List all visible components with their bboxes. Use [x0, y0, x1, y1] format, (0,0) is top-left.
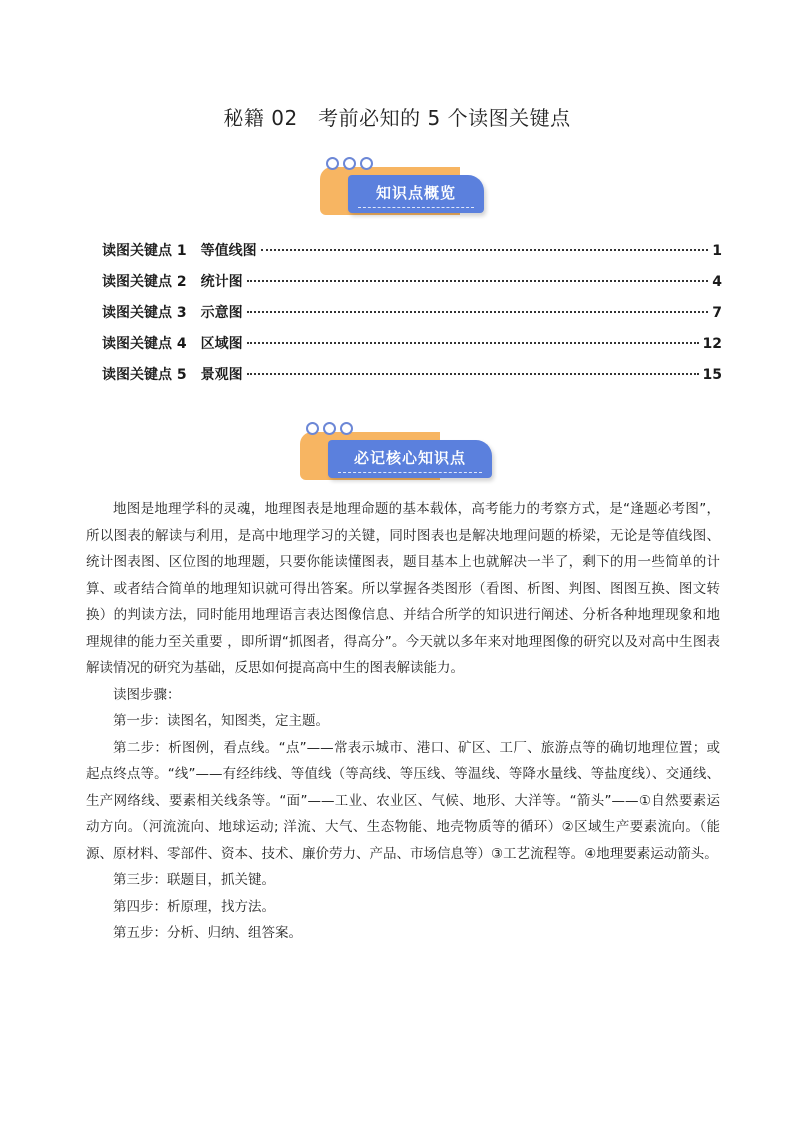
- ring-binder-icon: [306, 420, 357, 439]
- toc-leader-dots: [247, 311, 709, 313]
- toc-leader-dots: [247, 280, 709, 282]
- core-badge-label: 必记核心知识点: [353, 449, 466, 467]
- toc-label: 读图关键点 1: [102, 243, 187, 259]
- core-knowledge-badge: [300, 420, 465, 490]
- step-paragraph: 第四步：析原理，找方法。: [113, 898, 275, 915]
- body-text: [86, 496, 720, 947]
- toc-page-number: 4: [712, 274, 722, 290]
- toc-leader-dots: [261, 249, 709, 251]
- toc-leader-dots: [247, 373, 699, 375]
- overview-badge-front: [348, 175, 484, 213]
- toc-page-number: 1: [712, 243, 722, 259]
- toc-leader-dots: [247, 342, 699, 344]
- overview-badge-label: 知识点概览: [375, 184, 456, 202]
- toc-label: 读图关键点 4: [102, 336, 187, 352]
- toc-page-number: 7: [712, 305, 722, 321]
- toc-row[interactable]: [102, 271, 722, 302]
- toc-topic: 景观图: [200, 367, 243, 383]
- overview-badge: [320, 155, 485, 225]
- page-title: 秘籍 02 考前必知的 5 个读图关键点: [223, 106, 571, 130]
- toc-page-number: 15: [702, 367, 722, 383]
- step-paragraph: 第五步：分析、归纳、组答案。: [113, 925, 302, 941]
- core-badge-front: [328, 440, 492, 478]
- toc-row[interactable]: [102, 364, 722, 395]
- toc-row[interactable]: [102, 333, 722, 364]
- ring-binder-icon: [326, 155, 377, 174]
- step-paragraph: 第三步：联题目，抓关键。: [113, 872, 275, 888]
- toc-label: 读图关键点 3: [102, 305, 187, 321]
- step-paragraph: 第二步：析图例，看点线。“点”——常表示城市、港口、矿区、工厂、旅游点等的确切地理位置；或起点终点等。“线”——有经纬线、等值线（等高线、等压线、等温线、等降水量线、等盐度线）、交通线、生产网络线、要素相关线条等。“面”——工业、农业区、气候、地形、大洋等。“箭头”——①自然要素运动方向。（河流流向、地球运动; 洋流、大气、生态物能、地壳物质等的循环）②区域生产要素流向。（能源、原材料、零部件、资本、技术、廉价劳力、产品、市场信息等）③工艺流程等。④地理要素运动箭头。: [86, 739, 720, 862]
- table-of-contents: [102, 240, 722, 395]
- toc-row[interactable]: [102, 240, 722, 271]
- steps-heading: 读图步骤：: [113, 686, 181, 703]
- toc-topic: 等值线图: [200, 243, 257, 259]
- toc-label: 读图关键点 5: [102, 367, 187, 383]
- step-paragraph: 第一步：读图名，知图类，定主题。: [113, 713, 329, 729]
- toc-row[interactable]: [102, 302, 722, 333]
- toc-topic: 统计图: [200, 274, 243, 290]
- toc-label: 读图关键点 2: [102, 274, 187, 290]
- toc-page-number: 12: [702, 336, 722, 352]
- intro-paragraph: 地图是地理学科的灵魂，地理图表是地理命题的基本载体，高考能力的考察方式，是“逢题必考图”，所以图表的解读与利用，是高中地理学习的关键，同时图表也是解决地理问题的桥梁，无论是等值线图、统计图表图、区位图的地理题，只要你能读懂图表，题目基本上也就解决一半了，剩下的用一些简单的计算、或者结合简单的地理知识就可得出答案。所以掌握各类图形（看图、析图、判图、图图互换、图文转换）的判读方法，同时能用地理语言表达图像信息、并结合所学的知识进行阐述、分析各种地理现象和地理规律的能力至关重要 ，即所谓“抓图者，得高分”。今天就以多年来对地理图像的研究以及对高中生图表解读情况的研究为基础，反思如何提高高中生的图表解读能力。: [86, 501, 720, 676]
- toc-topic: 示意图: [200, 305, 243, 321]
- toc-topic: 区域图: [200, 336, 243, 352]
